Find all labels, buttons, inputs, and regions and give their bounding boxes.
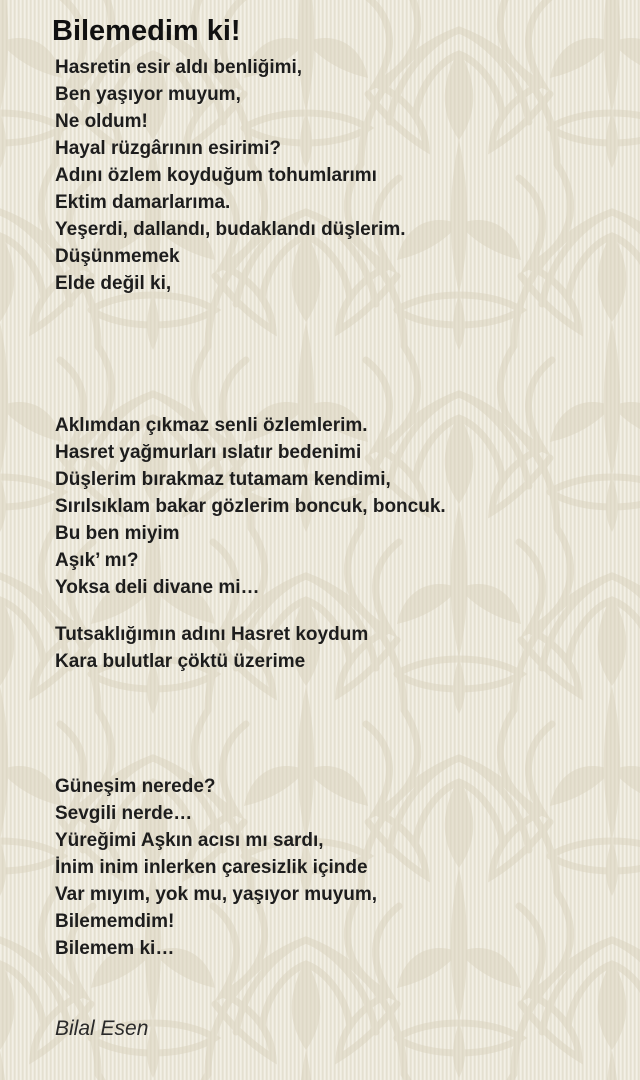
poem-line: Elde değil ki, [55, 273, 172, 294]
poem-line: Bilemem ki… [55, 938, 175, 959]
poem-line: İnim inim inlerken çaresizlik içinde [55, 857, 368, 878]
poem-line: Ne oldum! [55, 111, 148, 132]
poem-line: Ben yaşıyor muyum, [55, 84, 241, 105]
poem-line: Var mıyım, yok mu, yaşıyor muyum, [55, 884, 378, 905]
poem-line: Güneşim nerede? [55, 776, 216, 797]
poem-line: Sevgili nerde… [55, 803, 193, 824]
poem-line: Hayal rüzgârının esirimi? [55, 138, 281, 159]
poem-line: Bilememdim! [55, 911, 175, 932]
stanza [55, 412, 446, 601]
stanza [55, 621, 368, 675]
stanza [55, 773, 377, 962]
poem-line: Kara bulutlar çöktü üzerime [55, 651, 306, 672]
poem-line: Yoksa deli divane mi… [55, 577, 260, 598]
poem-line: Tutsaklığımın adını Hasret koydum [55, 624, 369, 645]
poem-line: Adını özlem koyduğum tohumlarımı [55, 165, 377, 186]
poem-line: Bu ben miyim [55, 523, 180, 544]
poem-line: Aşık’ mı? [55, 550, 139, 571]
stanza [55, 54, 406, 297]
poem-author: Bilal Esen [55, 1017, 149, 1040]
poem-line: Hasret yağmurları ıslatır bedenimi [55, 442, 362, 463]
poem-line: Düşlerim bırakmaz tutamam kendimi, [55, 469, 391, 490]
poem-line: Ektim damarlarıma. [55, 192, 231, 213]
poem-line: Hasretin esir aldı benliğimi, [55, 57, 303, 78]
poem-title: Bilemedim ki! [52, 15, 241, 47]
poem-line: Yüreğimi Aşkın acısı mı sardı, [55, 830, 324, 851]
poem-line: Sırılsıklam bakar gözlerim boncuk, boncuk. [55, 496, 446, 517]
poem-line: Aklımdan çıkmaz senli özlemlerim. [55, 415, 368, 436]
poem-line: Yeşerdi, dallandı, budaklandı düşlerim. [55, 219, 406, 240]
poem-line: Düşünmemek [55, 246, 180, 267]
